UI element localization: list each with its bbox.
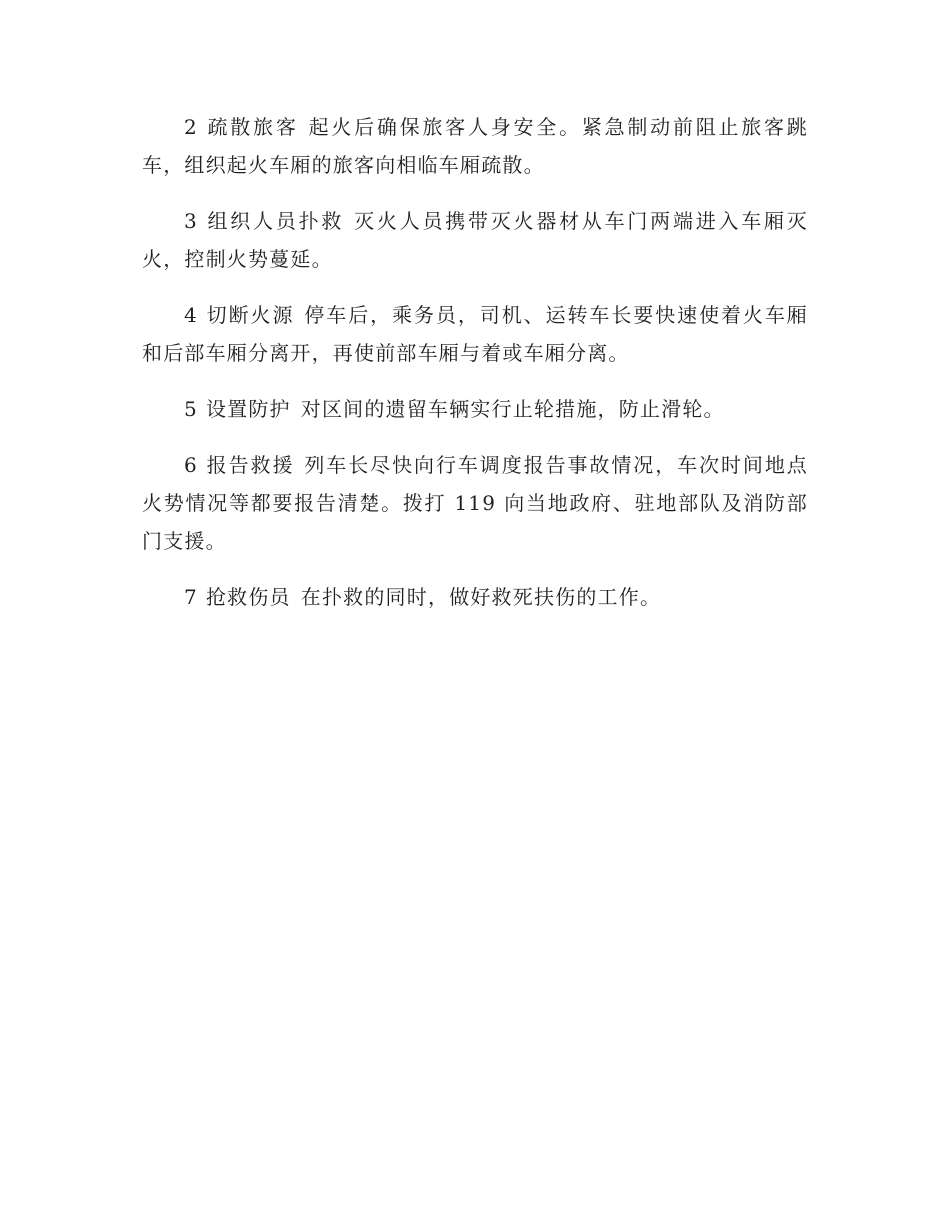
list-item bbox=[142, 202, 808, 278]
item-text: 灭火人员携带灭火器材从车门两端进入车厢灭火，控制火势蔓延。 bbox=[142, 209, 808, 271]
item-text: 停车后，乘务员，司机、运转车长要快速使着火车厢和后部车厢分离开，再使前部车厢与着或车厢分离。 bbox=[142, 303, 808, 365]
item-heading: 切断火源 bbox=[205, 303, 295, 327]
document-body bbox=[142, 108, 808, 634]
item-number: 5 bbox=[184, 397, 198, 421]
list-item bbox=[142, 108, 808, 184]
item-heading: 组织人员扑救 bbox=[205, 209, 345, 233]
list-item bbox=[142, 390, 808, 428]
item-number: 4 bbox=[184, 303, 198, 327]
list-item bbox=[142, 446, 808, 560]
item-heading: 报告救援 bbox=[205, 453, 295, 477]
item-text: 起火后确保旅客人身安全。紧急制动前阻止旅客跳车，组织起火车厢的旅客向相临车厢疏散。 bbox=[142, 115, 808, 177]
item-text: 在扑救的同时，做好救死扶伤的工作。 bbox=[300, 585, 662, 609]
list-item bbox=[142, 296, 808, 372]
item-heading: 疏散旅客 bbox=[205, 115, 299, 139]
item-number: 6 bbox=[184, 453, 198, 477]
item-number: 2 bbox=[184, 115, 198, 139]
item-text: 列车长尽快向行车调度报告事故情况，车次时间地点火势情况等都要报告清楚。拨打 119 向当地政府、驻地部队及消防部门支援。 bbox=[142, 453, 808, 553]
item-text: 对区间的遗留车辆实行止轮措施，防止滑轮。 bbox=[300, 397, 725, 421]
item-number: 3 bbox=[184, 209, 198, 233]
list-item bbox=[142, 578, 808, 616]
item-heading: 设置防护 bbox=[205, 397, 291, 421]
item-number: 7 bbox=[184, 585, 198, 609]
item-heading: 抢救伤员 bbox=[205, 585, 291, 609]
